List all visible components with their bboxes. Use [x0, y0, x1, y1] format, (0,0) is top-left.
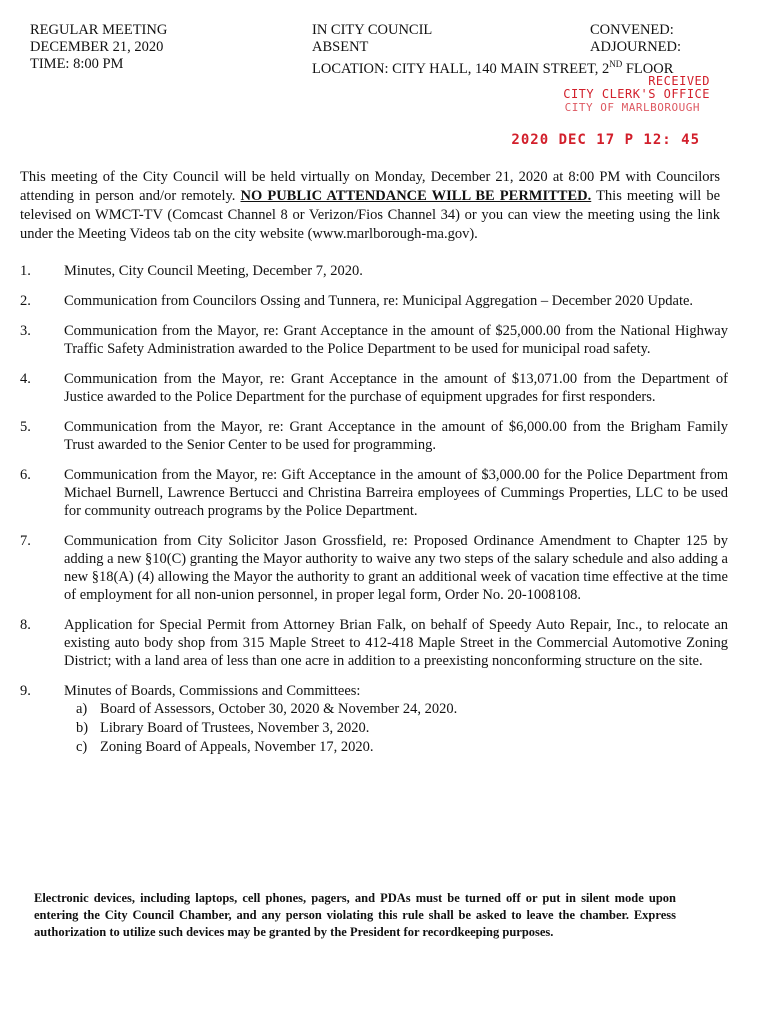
sub-item-letter: a): [76, 701, 88, 717]
agenda-item-number: 3.: [20, 323, 31, 339]
agenda-item-number: 8.: [20, 617, 31, 633]
agenda-item-number: 2.: [20, 293, 31, 309]
agenda-item-text: Communication from Councilors Ossing and Tunnera, re: Municipal Aggregation – December 2020 Update.: [64, 293, 694, 309]
agenda-item-number: 6.: [20, 467, 31, 483]
minutes-sub-item: [76, 738, 728, 757]
agenda-item-number: 9.: [20, 683, 31, 699]
received-stamp-date: 2020 DEC 17 P 12: 45: [511, 132, 700, 148]
absent-label: ABSENT: [312, 39, 369, 55]
agenda-item-text: Communication from City Solicitor Jason Grossfield, re: Proposed Ordinance Amendment to Chapter 125 by adding a new §10(C) granting the Mayor authority to waive any two steps of the salary schedule and also adding a new §18(A) (4) allowing the Mayor the authority to grant an additional week of vacation time effective at the time of employment for all non-union personnel, in proper legal form, Order No. 20-1008108.: [64, 533, 728, 603]
intro-paragraph: [20, 168, 720, 244]
agenda-item-number: 1.: [20, 263, 31, 279]
meeting-type: REGULAR MEETING: [30, 22, 168, 38]
received-stamp-line1: RECEIVED: [648, 74, 710, 88]
location-label: LOCATION:: [312, 60, 389, 77]
agenda-item: [20, 466, 728, 520]
agenda-item-text: Minutes of Boards, Commissions and Committees:: [64, 683, 361, 699]
agenda-item: [20, 292, 728, 310]
minutes-sub-item: [76, 700, 728, 719]
sub-item-text: Zoning Board of Appeals, November 17, 2020.: [100, 739, 374, 755]
convened-label: CONVENED:: [590, 22, 674, 38]
agenda-item: [20, 682, 728, 757]
agenda-item: [20, 418, 728, 454]
sub-item-letter: b): [76, 720, 89, 736]
intro-text: This meeting of the City Council will be held virtually on Monday, December 21, 2020 at 8:00 PM with Councilors attending in person and/or remotely.: [20, 169, 720, 204]
sub-item-text: Library Board of Trustees, November 3, 2020.: [100, 720, 370, 736]
adjourned-label: ADJOURNED:: [590, 39, 682, 55]
sub-item-letter: c): [76, 739, 88, 755]
meeting-info: [30, 22, 167, 73]
agenda-item-number: 7.: [20, 533, 31, 549]
minutes-sub-item: [76, 719, 728, 738]
council-label: IN CITY COUNCIL: [312, 22, 433, 38]
location-text: CITY HALL, 140 MAIN STREET, 2: [392, 60, 610, 77]
agenda-item-text: Minutes, City Council Meeting, December 7, 2020.: [64, 263, 363, 279]
agenda-item-text: Communication from the Mayor, re: Gift Acceptance in the amount of $3,000.00 for the Police Department from Michael Burnell, Lawrence Bertucci and Christina Barreira employees of Cummings Properties, LLC to be used for community outreach programs by the Police Department.: [64, 467, 728, 519]
sub-item-text: Board of Assessors, October 30, 2020 & November 24, 2020.: [100, 701, 458, 717]
agenda-item-number: 5.: [20, 419, 31, 435]
agenda-item-body: [64, 682, 728, 757]
agenda-item-text: Communication from the Mayor, re: Grant Acceptance in the amount of $13,071.00 from the Department of Justice awarded to the Police Department for the purchase of equipment upgrades for first responders.: [64, 371, 728, 405]
location-suffix: FLOOR: [625, 60, 674, 77]
meeting-date: DECEMBER 21, 2020: [30, 39, 164, 55]
location-line: [312, 56, 673, 78]
agenda-item: [20, 532, 728, 604]
agenda-item-text: Communication from the Mayor, re: Grant Acceptance in the amount of $6,000.00 from the Brigham Family Trust awarded to the Senior Center to be used for programming.: [64, 419, 728, 453]
agenda-list: [20, 262, 728, 769]
agenda-item: [20, 322, 728, 358]
session-times: [590, 22, 681, 56]
intro-text-2: This meeting will be televised on WMCT-TV (Comcast Channel 8 or Verizon/Fios Channel 34) or you can view the meeting using the link under the Meeting Videos tab on the city website (www.marlborough-ma.gov).: [20, 188, 720, 242]
agenda-item: [20, 370, 728, 406]
electronic-devices-notice: Electronic devices, including laptops, cell phones, pagers, and PDAs must be turned off or put in silent mode upon entering the City Council Chamber, and any person violating this rule shall be asked to leave the chamber. Express authorization to utilize such devices may be granted by the President for recordkeeping purposes.: [34, 891, 676, 939]
public-attendance-notice: NO PUBLIC ATTENDANCE WILL BE PERMITTED.: [240, 188, 592, 204]
agenda-item-number: 4.: [20, 371, 31, 387]
received-stamp-line3: CITY OF MARLBOROUGH: [564, 101, 700, 114]
meeting-time: TIME: 8:00 PM: [30, 56, 124, 72]
location-superscript: ND: [609, 59, 623, 69]
agenda-item-text: Application for Special Permit from Attorney Brian Falk, on behalf of Speedy Auto Repair, Inc., to relocate an existing auto body shop from 315 Maple Street to 412-418 Maple Street in the Commercial Automotive Zoning District; with a land area of less than one acre in addition to a preexisting nonconforming structure on the site.: [64, 617, 728, 669]
agenda-item: [20, 262, 728, 280]
minutes-sublist: [64, 700, 728, 757]
agenda-item: [20, 616, 728, 670]
received-stamp-line2: CITY CLERK'S OFFICE: [563, 87, 710, 101]
agenda-item-text: Communication from the Mayor, re: Grant Acceptance in the amount of $25,000.00 from the National Highway Traffic Safety Administration awarded to the Police Department to be used for municipal road safety.: [64, 323, 728, 357]
